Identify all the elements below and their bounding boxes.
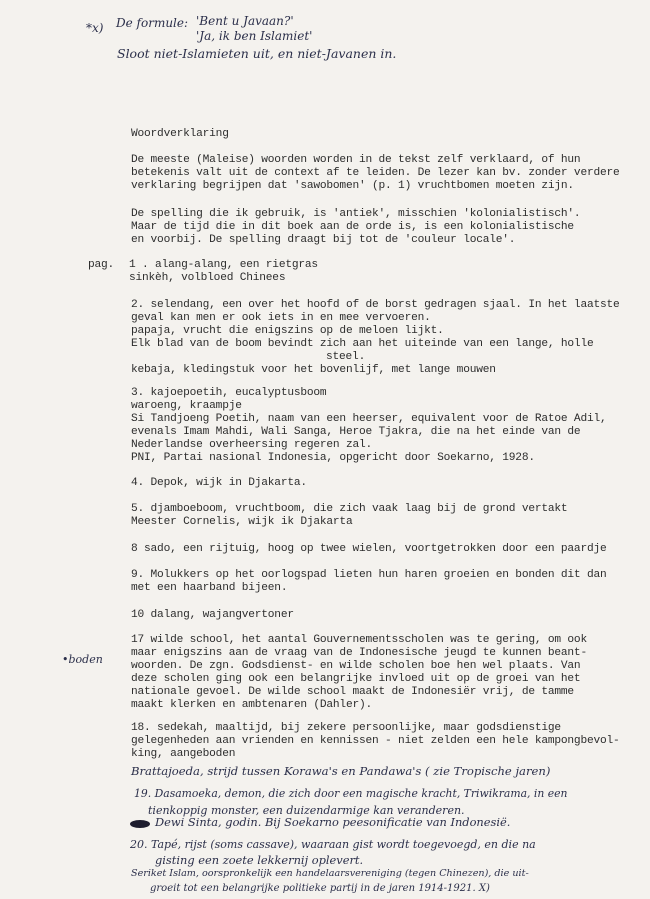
entry-line: 9. Molukkers op het oorlogspad lieten hun haren groeien en bonden dit dan: [131, 569, 607, 581]
entry-18: [131, 722, 620, 761]
entry-17: [131, 634, 587, 712]
entry-line: maakt klerken en ambtenaren (Dahler).: [131, 699, 373, 711]
handwritten-line: 19. Dasamoeka, demon, die zich door een magische kracht, Triwikrama, in een: [134, 787, 568, 800]
top-note-quote-1: 'Bent u Javaan?': [196, 14, 294, 28]
handwritten-line: Seriket Islam, oorspronkelijk een handelaarsvereniging (tegen Chinezen), die uit-: [131, 868, 529, 879]
entry-line: evenals Imam Mahdi, Wali Sanga, Heroe Tjakra, die na het einde van de: [131, 426, 581, 438]
spelling-line: De spelling die ik gebruik, is 'antiek', misschien 'kolonialistisch'.: [131, 208, 581, 220]
intro-paragraph: [131, 154, 620, 193]
intro-line: De meeste (Maleise) woorden worden in de tekst zelf verklaard, of hun: [131, 154, 581, 166]
entry-3: [131, 387, 607, 465]
entry-line: 1 . alang-alang, een rietgras: [129, 259, 318, 271]
entry-line: deze scholen ging ook een belangrijke invloed uit op de groei van het: [131, 673, 581, 685]
entry-line: woorden. De zgn. Godsdienst- en wilde scholen boe hen wel plaats. Van: [131, 660, 581, 672]
handwritten-line: tienkoppig monster, een duizendarmige kan veranderen.: [148, 804, 465, 817]
entry-8: [131, 543, 607, 556]
entry-line: 2. selendang, een over het hoofd of de borst gedragen sjaal. In het laatste: [131, 299, 620, 311]
entry-line: 8 sado, een rijtuig, hoog op twee wielen, voortgetrokken door een paardje: [131, 543, 607, 555]
entry-2: [131, 299, 620, 377]
entry-line: 3. kajoepoetih, eucalyptusboom: [131, 387, 327, 399]
handwritten-line: Dewi Sinta, godin. Bij Soekarno peesonificatie van Indonesië.: [155, 815, 511, 829]
entry-line: maar enigszins aan de vraag van de Indonesische jeugd te kunnen beant-: [131, 647, 587, 659]
intro-line: betekenis valt uit de context af te leiden. De lezer kan bv. zonder verdere: [131, 167, 620, 179]
entry-line: kebaja, kledingstuk voor het bovenlijf, met lange mouwen: [131, 364, 496, 376]
entry-line: steel.: [326, 351, 366, 363]
entry-line: 18. sedekah, maaltijd, bij zekere persoonlijke, maar godsdienstige: [131, 722, 561, 734]
entry-line: 17 wilde school, het aantal Gouvernementsscholen was te gering, om ook: [131, 634, 587, 646]
handwritten-line: gisting een zoete lekkernij oplevert.: [155, 853, 364, 867]
entry-line: geval kan men er ook iets in en mee vervoeren.: [131, 312, 431, 324]
entry-line: sinkèh, volbloed Chinees: [129, 272, 286, 284]
entry-line: Si Tandjoeng Poetih, naam van een heerser, equivalent voor de Ratoe Adil,: [131, 413, 607, 425]
spelling-paragraph: [131, 208, 580, 247]
page-title: Woordverklaring: [131, 128, 229, 140]
entry-10: [131, 609, 294, 622]
top-note-line-3: Sloot niet-Islamieten uit, en niet-Javanen in.: [117, 46, 397, 61]
top-note-quote-2: 'Ja, ik ben Islamiet': [196, 29, 313, 43]
entry-line: king, aangeboden: [131, 748, 236, 760]
entry-4: [131, 477, 307, 490]
footnote-marker: *x): [86, 21, 104, 35]
spelling-line: Maar de tijd die in dit boek aan de orde is, is een kolonialistische: [131, 221, 574, 233]
entry-line: PNI, Partai nasional Indonesia, opgericht door Soekarno, 1928.: [131, 452, 535, 464]
handwritten-line: groeit tot een belangrijke politieke partij in de jaren 1914-1921. X): [150, 883, 490, 894]
ink-blot: [130, 820, 150, 828]
entry-9: [131, 569, 607, 595]
spelling-line: en voorbij. De spelling draagt bij tot de 'couleur locale'.: [131, 234, 516, 246]
entry-line: met een haarband bijeen.: [131, 582, 288, 594]
margin-note: •boden: [62, 653, 103, 666]
entry-line: 10 dalang, wajangvertoner: [131, 609, 294, 621]
entry-line: Nederlandse overheersing regeren zal.: [131, 439, 373, 451]
entry-line: nationale gevoel. De wilde school maakt de Indonesiër vrij, de tamme: [131, 686, 574, 698]
page-reference-label: pag.: [88, 259, 115, 271]
entry-line: 5. djamboeboom, vruchtboom, die zich vaak laag bij de grond vertakt: [131, 503, 568, 515]
entry-1: [129, 259, 318, 285]
handwritten-line: 20. Tapé, rijst (soms cassave), waaraan gist wordt toegevoegd, en die na: [130, 838, 536, 851]
entry-5: [131, 503, 567, 529]
top-note-prefix: De formule:: [116, 16, 189, 30]
entry-line: waroeng, kraampje: [131, 400, 242, 412]
intro-line: verklaring begrijpen dat 'sawobomen' (p. 1) vruchtbomen moeten zijn.: [131, 180, 574, 192]
entry-line: papaja, vrucht die enigszins op de meloen lijkt.: [131, 325, 444, 337]
entry-line: Meester Cornelis, wijk ik Djakarta: [131, 516, 353, 528]
handwritten-line: Brattajoeda, strijd tussen Korawa's en Pandawa's ( zie Tropische jaren): [131, 764, 551, 778]
entry-line: gelegenheden aan vrienden en kennissen - niet zelden een hele kampongbevol-: [131, 735, 620, 747]
entry-line: Elk blad van de boom bevindt zich aan het uiteinde van een lange, holle: [131, 338, 594, 350]
entry-line: 4. Depok, wijk in Djakarta.: [131, 477, 307, 489]
